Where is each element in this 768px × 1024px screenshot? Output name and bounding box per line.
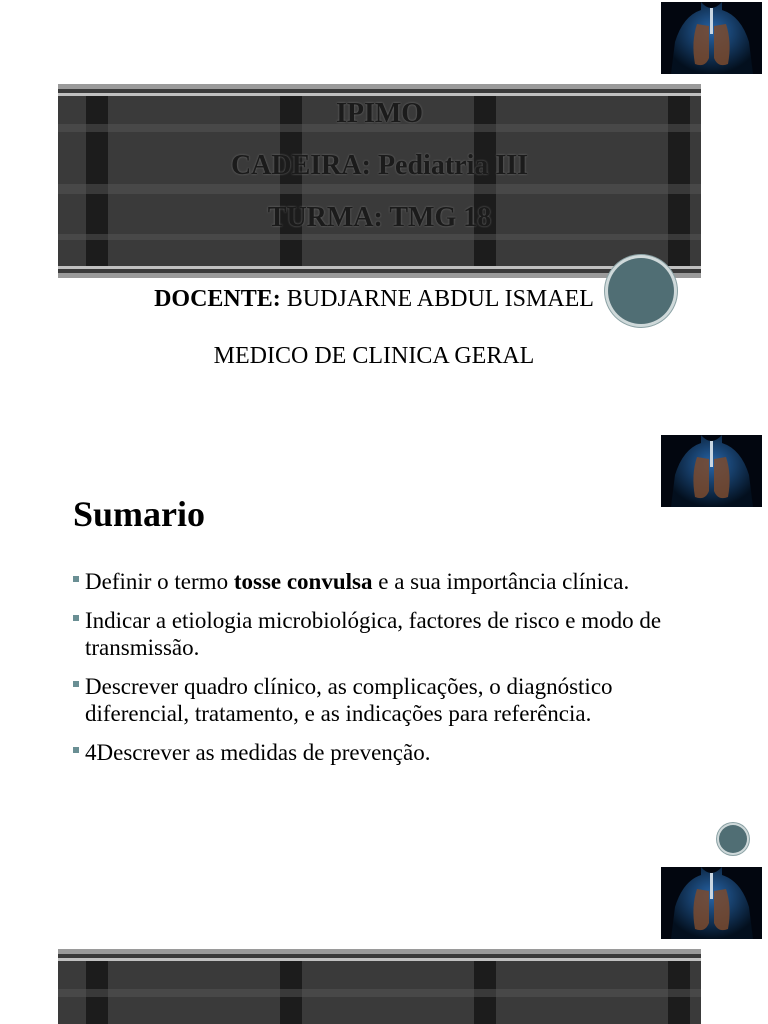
decorative-circle-icon — [719, 825, 747, 853]
list-item-bold: tosse convulsa — [233, 569, 373, 594]
sumario-list — [73, 568, 713, 778]
list-item — [73, 607, 713, 661]
title-banner — [58, 84, 701, 278]
list-item — [73, 673, 713, 727]
role-line: MEDICO DE CLINICA GERAL — [213, 343, 535, 369]
docente-name: BUDJARNE ABDUL ISMAEL — [280, 286, 594, 312]
list-item — [73, 568, 713, 595]
banner-course: CADEIRA: Pediatria III — [230, 150, 529, 181]
list-item-text: Indicar a etiologia microbiológica, factores de risco e modo de transmissão. — [85, 608, 662, 660]
slide-3 — [0, 940, 768, 1024]
title-banner — [58, 949, 701, 1024]
lungs-thumbnail-icon — [661, 867, 762, 939]
banner-institution: IPIMO — [335, 98, 424, 129]
list-item — [73, 739, 713, 766]
sumario-heading: Sumario — [73, 494, 206, 534]
lungs-thumbnail-icon — [661, 2, 762, 74]
lungs-thumbnail-icon — [661, 435, 762, 507]
docente-label: DOCENTE: — [154, 286, 281, 312]
list-item-text: 4Descrever as medidas de prevenção. — [85, 740, 431, 765]
bullet-icon — [73, 615, 79, 621]
list-item-text: Definir o termo — [85, 569, 234, 594]
slide-1 — [0, 0, 768, 420]
bullet-icon — [73, 576, 79, 582]
list-item-text: e a sua importância clínica. — [372, 569, 630, 594]
bullet-icon — [73, 681, 79, 687]
list-item-text: Descrever quadro clínico, as complicações, o diagnóstico diferencial, tratamento, e as indicações para referência. — [85, 674, 613, 726]
banner-class: TURMA: TMG 18 — [267, 202, 492, 233]
bullet-icon — [73, 747, 79, 753]
docente-line — [0, 286, 748, 313]
